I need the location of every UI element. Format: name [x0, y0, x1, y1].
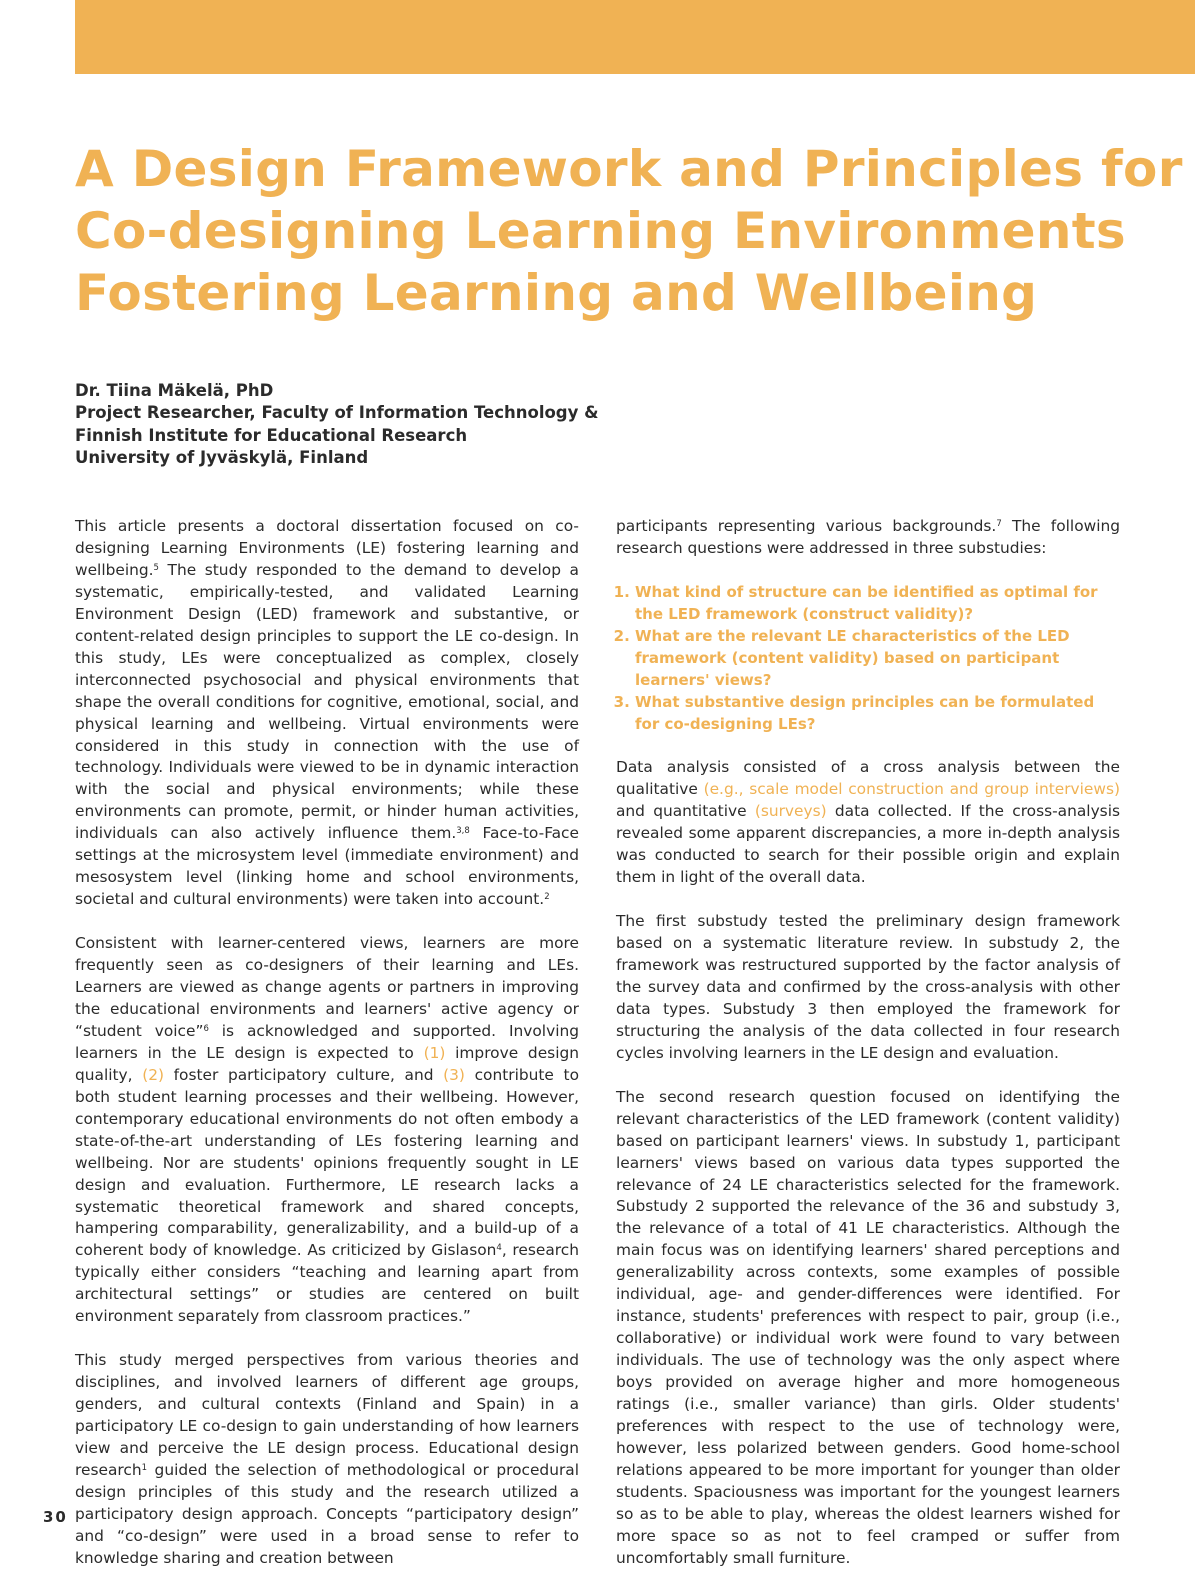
paragraph-intro: This article presents a doctoral dissertation focused on co-designing Learning Environments (LE) fostering learning and wellbeing.$^5$ The study responded to the demand to develop a systematic, empirically-tested, and validated Learning Environment Design (LED) framework and substantive, or content-related design principles to support the LE co-design. In this study, LEs were conceptualized as complex, closely interconnected psychosocial and physical environments that shape the overall conditions for cognitive, emotional, social, and physical learning and wellbeing. Virtual environments were considered in this study in connection with the use of technology. Individuals were viewed to be in dynamic interaction with the social and physical environments; while these environments can promote, permit, or hinder human activities, individuals can also actively influence them.$^{3,8}$ Face-to-Face settings at the microsystem level (immediate environment) and mesosystem level (linking home and school environments, societal and cultural environments) were taken into account.$^2$	[75, 517, 579, 909]
research-questions-list	[616, 582, 1120, 736]
highlight-number: (2)	[142, 1065, 164, 1084]
author-block	[75, 380, 635, 469]
author-role: Project Researcher, Faculty of Information Technology &	[75, 403, 599, 423]
paragraph-methods: This study merged perspectives from various theories and disciplines, and involved learners of different age groups, genders, and cultural contexts (Finland and Spain) in a participatory LE co-design to gain understanding of how learners view and perceive the LE design process. Educational design research$^1$ guided the selection of methodological or procedural design principles of this study and the research utilized a participatory design approach. Concepts “participatory design” and “co-design” were used in a broad sense to refer to knowledge sharing and creation between	[75, 1351, 579, 1567]
footnote-ref: 1	[141, 1462, 148, 1473]
header-accent-bar	[75, 0, 1195, 74]
highlight-number: (3)	[443, 1065, 465, 1084]
footnote-ref: 3,8	[456, 826, 470, 837]
author-name: Dr. Tiina Mäkelä, PhD	[75, 381, 274, 400]
article-title	[75, 138, 1183, 324]
title-line-3: Fostering Learning and Wellbeing	[75, 264, 1038, 322]
footnote-ref: 7	[996, 519, 1002, 529]
right-column	[616, 516, 1120, 1592]
author-university: University of Jyväskylä, Finland	[75, 447, 369, 467]
author-institute: Finnish Institute for Educational Research	[75, 425, 468, 445]
research-question: 1. What kind of structure can be identified as optimal for the LED framework (construct validity)?	[635, 582, 1120, 626]
highlight-text: (e.g., scale model construction and group interviews)	[703, 780, 1120, 799]
footnote-ref: 5	[153, 562, 159, 573]
research-question: 2. What are the relevant LE characteristics of the LED framework (content validity) based on participant learners' views?	[635, 626, 1120, 692]
research-question: 3. What substantive design principles can be formulated for co-designing LEs?	[635, 692, 1120, 736]
footnote-ref: 2	[544, 892, 550, 903]
highlight-text: (surveys)	[754, 802, 827, 821]
title-line-2: Co-designing Learning Environments	[75, 202, 1126, 260]
footnote-ref: 4	[496, 1243, 502, 1254]
paragraph-first-substudy: The first substudy tested the preliminary design framework based on a systematic literature review. In substudy 2, the framework was restructured supported by the factor analysis of the survey data and confirmed by the cross-analysis with other data types. Substudy 3 then employed the framework for structuring the analysis of the data collected in four research cycles involving learners in the LE design and evaluation.	[616, 912, 1120, 1062]
page-number: 30	[43, 1508, 68, 1526]
footnote-ref: 6	[203, 1023, 209, 1034]
paragraph-data-analysis: Data analysis consisted of a cross analysis between the qualitative (e.g., scale model construction and group interviews) and quantitative (surveys) data collected. If the cross-analysis revealed some apparent discrepancies, a more in-depth analysis was conducted to search for their possible origin and explain them in light of the overall data.	[616, 758, 1120, 887]
paragraph-learner-centered: Consistent with learner-centered views, learners are more frequently seen as co-designers of their learning and LEs. Learners are viewed as change agents or partners in improving the educational environments and learners' active agency or “student voice”$^6$ is acknowledged and supported. Involving learners in the LE design is expected to (1) improve design quality, (2) foster participatory culture, and (3) contribute to both student learning processes and their wellbeing. However, contemporary educational environments do not often embody a state-of-the-art understanding of LEs fostering learning and wellbeing. Nor are students' opinions frequently sought in LE design and evaluation. Furthermore, LE research lacks a systematic theoretical framework and shared concepts, hampering comparability, generalizability, and a build-up of a coherent body of knowledge. As criticized by Gislason$^4$, research typically either considers “teaching and learning apart from architectural settings” or studies are centered on built environment separately from classroom practices.”	[75, 934, 579, 1326]
title-line-1: A Design Framework and Principles for	[75, 140, 1183, 198]
paragraph-second-question: The second research question focused on identifying the relevant characteristics of the LED framework (content validity) based on participant learners' views. In substudy 1, participant learners' views based on various data types supported the relevance of 24 LE characteristics selected for the framework. Substudy 2 supported the relevance of the 36 and substudy 3, the relevance of a total of 41 LE characteristics. Although the main focus was on identifying learners' shared perceptions and generalizability across contexts, some examples of possible individual, age- and gender-differences were identified. For instance, students' preferences with respect to pair, group (i.e., collaborative) or individual work were found to vary between individuals. The use of technology was the only aspect where boys provided on average higher and more homogeneous ratings (i.e., smaller variance) than girls. Older students' preferences with respect to the use of technology were, however, less polarized between genders. Good home-school relations appeared to be more important for younger than older students. Spaciousness was important for the youngest learners so as to be able to play, whereas the oldest learners wished for more space so as not to feel cramped or suffer from uncomfortably small furniture.	[616, 1087, 1120, 1567]
paragraph-participants: participants representing various backgrounds.$^7$ The following research questions were addressed in three substudies:	[616, 517, 1121, 557]
left-column	[75, 516, 579, 1592]
highlight-number: (1)	[423, 1043, 446, 1062]
